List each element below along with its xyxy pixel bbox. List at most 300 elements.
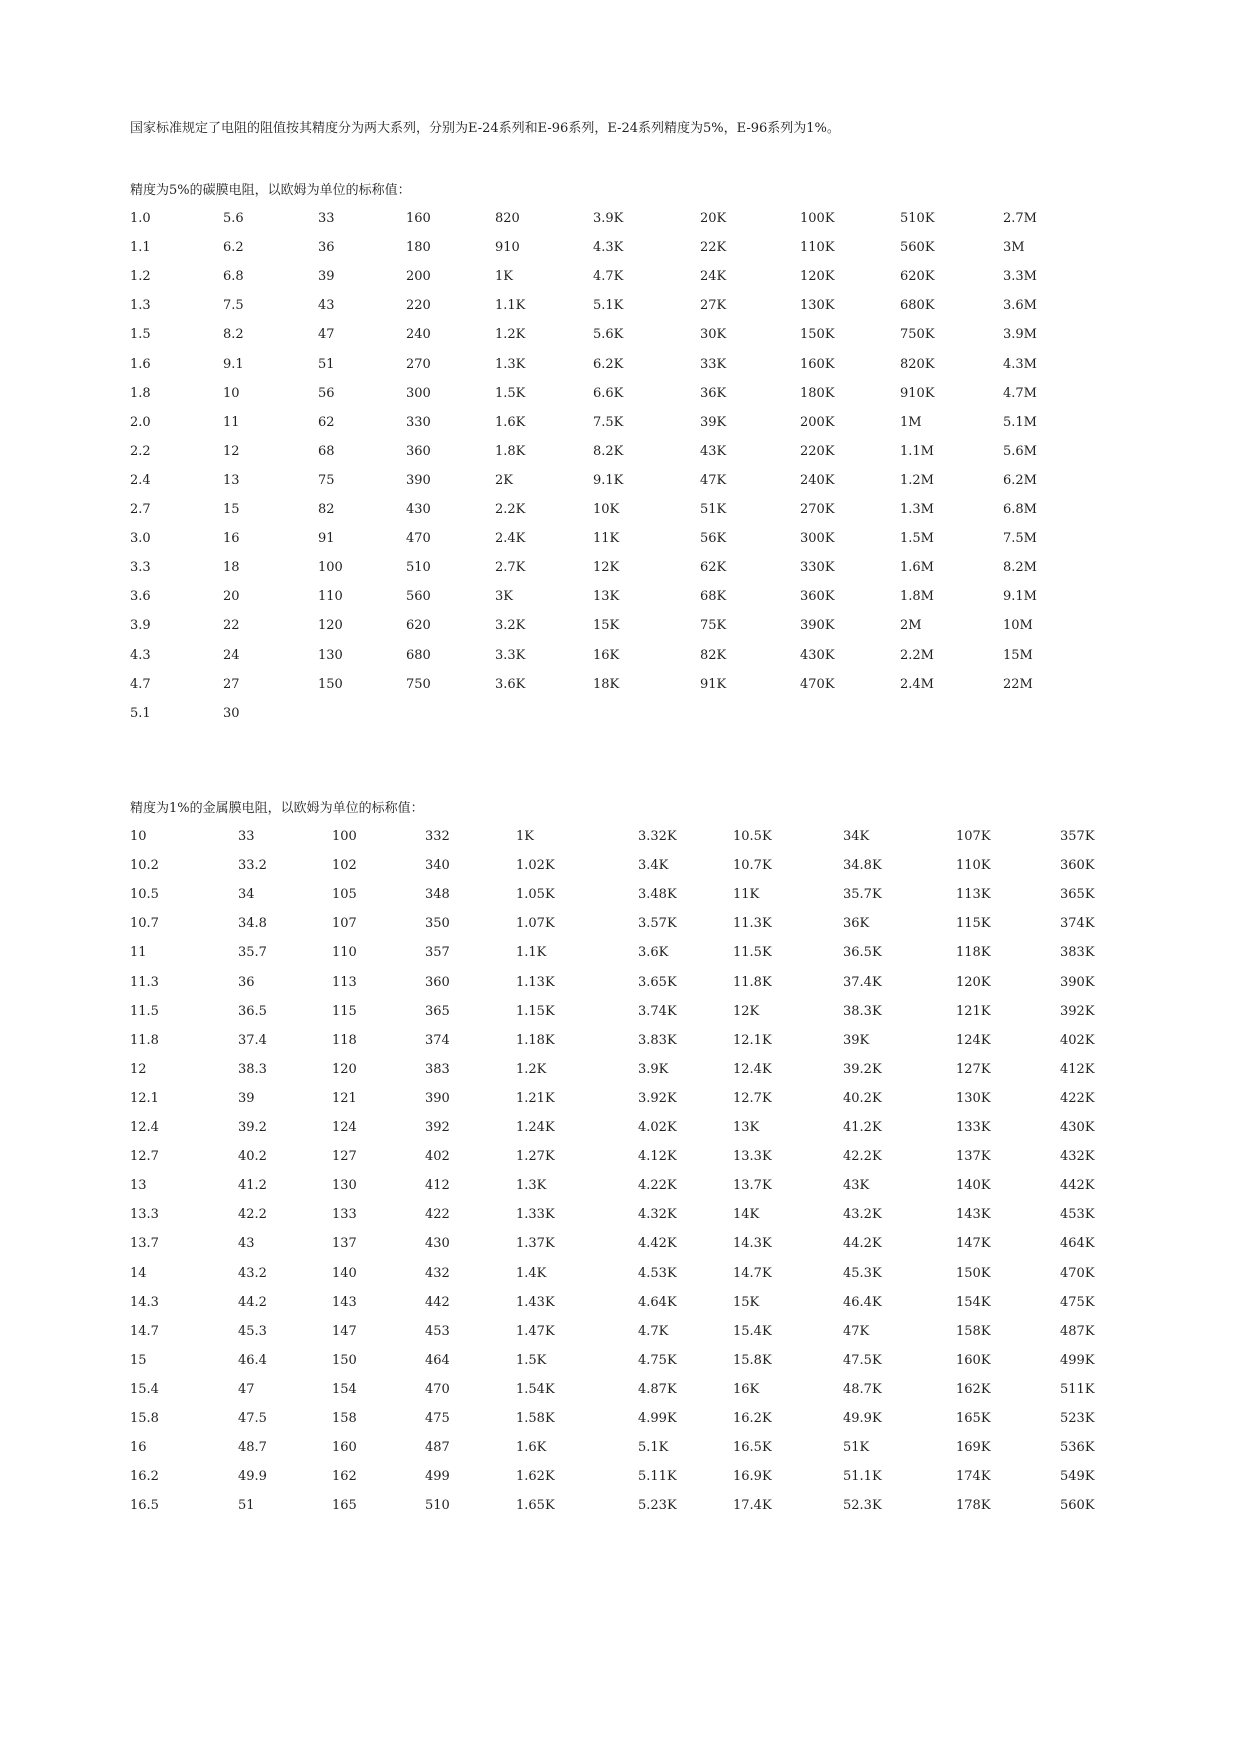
e24-cell: 360 [406, 443, 431, 459]
e96-cell: 1.62K [516, 1469, 555, 1485]
e24-cell: 330 [406, 414, 431, 430]
e24-cell: 27K [700, 298, 727, 314]
e96-row [0, 1295, 1241, 1315]
e24-cell: 150 [318, 676, 343, 692]
e96-cell: 48.7K [843, 1381, 882, 1397]
e96-cell: 430 [425, 1236, 450, 1252]
e96-cell: 16K [733, 1381, 760, 1397]
e96-cell: 39.2K [843, 1061, 882, 1077]
e96-cell: 523K [1060, 1411, 1095, 1426]
e96-cell: 47.5 [238, 1411, 267, 1426]
e96-cell: 12.7K [733, 1090, 772, 1106]
e24-cell: 4.7K [593, 269, 624, 285]
e96-cell: 1.33K [516, 1207, 555, 1223]
e24-cell: 1.1M [900, 443, 934, 459]
e96-cell: 4.87K [638, 1381, 677, 1397]
e96-row [0, 1324, 1241, 1344]
e24-cell: 470 [406, 531, 431, 547]
e24-cell: 20 [223, 589, 240, 605]
e24-cell: 8.2M [1003, 560, 1037, 576]
e96-cell: 113K [956, 887, 991, 903]
e24-cell: 22K [700, 240, 727, 256]
e96-cell: 350 [425, 916, 450, 932]
e96-heading: 精度为1%的金属膜电阻，以欧姆为单位的标称值： [130, 801, 424, 816]
e24-cell: 3.6 [130, 589, 151, 605]
e96-cell: 3.48K [638, 887, 677, 903]
e96-cell: 392 [425, 1120, 450, 1135]
e96-cell: 4.42K [638, 1236, 677, 1252]
e24-cell: 43 [318, 298, 335, 314]
e24-cell: 10K [593, 502, 620, 517]
e24-cell: 1.8 [130, 385, 151, 401]
e24-cell: 30 [223, 705, 240, 721]
e96-cell: 1.5K [516, 1352, 547, 1368]
e24-cell: 330K [800, 560, 835, 576]
e96-cell: 42.2 [238, 1207, 267, 1223]
e96-cell: 499 [425, 1469, 450, 1485]
e96-cell: 1.21K [516, 1090, 555, 1106]
e96-cell: 14.3K [733, 1236, 772, 1252]
e96-cell: 1.4K [516, 1265, 547, 1281]
e24-cell: 36 [318, 240, 335, 256]
e96-cell: 174K [956, 1469, 991, 1485]
e96-cell: 4.7K [638, 1323, 669, 1339]
e24-cell: 2.4K [495, 531, 526, 547]
e96-row [0, 916, 1241, 936]
e96-cell: 43.2 [238, 1265, 267, 1281]
e96-cell: 453K [1060, 1207, 1095, 1223]
e96-cell: 137 [332, 1236, 357, 1252]
e96-cell: 348 [425, 887, 450, 903]
e96-cell: 120 [332, 1061, 357, 1077]
e24-cell: 6.8M [1003, 502, 1037, 517]
e24-cell: 2K [495, 472, 513, 488]
e96-cell: 121K [956, 1003, 991, 1019]
e96-cell: 365K [1060, 887, 1095, 903]
e24-cell: 120 [318, 618, 343, 634]
e96-cell: 130 [332, 1178, 357, 1194]
e96-row [0, 1207, 1241, 1227]
e24-cell: 1.2K [495, 327, 526, 343]
e24-cell: 18 [223, 560, 240, 576]
e24-cell: 620 [406, 618, 431, 634]
e24-cell: 13 [223, 472, 240, 488]
e24-cell: 62 [318, 414, 335, 430]
e96-cell: 120K [956, 974, 991, 990]
e96-cell: 340 [425, 858, 450, 874]
e96-cell: 39 [238, 1090, 255, 1106]
e24-row [0, 298, 1241, 318]
e96-row [0, 945, 1241, 965]
e24-cell: 51 [318, 356, 335, 372]
e96-cell: 150K [956, 1265, 991, 1281]
e24-cell: 3.6K [495, 676, 526, 692]
e96-row [0, 829, 1241, 849]
e96-cell: 158K [956, 1323, 991, 1339]
e96-cell: 10.5K [733, 829, 772, 844]
e96-row [0, 1382, 1241, 1402]
e24-cell: 560 [406, 589, 431, 605]
e24-cell: 160K [800, 356, 835, 372]
e96-cell: 1.15K [516, 1003, 555, 1019]
e24-cell: 3.6M [1003, 298, 1037, 314]
e96-cell: 383K [1060, 945, 1095, 961]
e24-cell: 12 [223, 443, 240, 459]
e96-cell: 1K [516, 829, 534, 844]
e24-cell: 6.2M [1003, 472, 1037, 488]
e96-cell: 3.32K [638, 829, 677, 844]
e24-cell: 22M [1003, 676, 1033, 692]
e96-cell: 16.2 [130, 1469, 159, 1485]
e24-cell: 13K [593, 589, 620, 605]
e96-cell: 464K [1060, 1236, 1095, 1252]
e24-cell: 5.1 [130, 705, 151, 721]
e96-cell: 105 [332, 887, 357, 903]
e96-cell: 33.2 [238, 858, 267, 874]
e96-cell: 1.43K [516, 1294, 555, 1310]
e96-row [0, 1236, 1241, 1256]
e96-cell: 110 [332, 945, 357, 961]
e96-cell: 1.13K [516, 974, 555, 990]
e24-cell: 2.7K [495, 560, 526, 576]
e24-cell: 100K [800, 211, 835, 226]
e24-cell: 4.7 [130, 676, 151, 692]
e96-cell: 402 [425, 1149, 450, 1165]
e24-cell: 3.3M [1003, 269, 1037, 285]
e96-cell: 3.83K [638, 1032, 677, 1048]
e96-cell: 357 [425, 945, 450, 961]
e96-cell: 11.8 [130, 1032, 159, 1048]
e96-cell: 374 [425, 1032, 450, 1048]
e96-cell: 11 [130, 945, 147, 961]
e24-cell: 2.7 [130, 502, 151, 517]
e24-cell: 1.8M [900, 589, 934, 605]
e96-cell: 422 [425, 1207, 450, 1223]
e96-cell: 34.8K [843, 858, 882, 874]
e96-cell: 34.8 [238, 916, 267, 932]
e24-cell: 68K [700, 589, 727, 605]
e96-cell: 549K [1060, 1469, 1095, 1485]
e96-cell: 365 [425, 1003, 450, 1019]
e96-cell: 40.2K [843, 1090, 882, 1106]
e96-cell: 13K [733, 1120, 760, 1135]
e96-cell: 12.4 [130, 1120, 159, 1135]
e96-cell: 3.6K [638, 945, 669, 961]
e96-cell: 15.8K [733, 1352, 772, 1368]
e96-cell: 165 [332, 1498, 357, 1514]
e24-cell: 24 [223, 647, 240, 663]
e24-cell: 220 [406, 298, 431, 314]
e24-row [0, 618, 1241, 638]
e96-cell: 48.7 [238, 1440, 267, 1456]
e96-cell: 10.7K [733, 858, 772, 874]
e24-cell: 360K [800, 589, 835, 605]
e96-cell: 38.3 [238, 1061, 267, 1077]
e96-cell: 1.24K [516, 1120, 555, 1135]
e24-cell: 6.8 [223, 269, 244, 285]
e24-row [0, 502, 1241, 522]
e96-cell: 12.4K [733, 1061, 772, 1077]
e96-cell: 13 [130, 1178, 147, 1194]
e96-cell: 1.6K [516, 1440, 547, 1456]
e96-cell: 1.07K [516, 916, 555, 932]
e96-cell: 442K [1060, 1178, 1095, 1194]
e24-cell: 62K [700, 560, 727, 576]
e24-cell: 7.5K [593, 414, 624, 430]
e24-cell: 6.2 [223, 240, 244, 256]
e96-cell: 127 [332, 1149, 357, 1165]
e96-cell: 37.4K [843, 974, 882, 990]
e24-cell: 1K [495, 269, 513, 285]
e24-cell: 3.2K [495, 618, 526, 634]
e96-cell: 12K [733, 1003, 760, 1019]
e24-cell: 1.5 [130, 327, 151, 343]
e96-cell: 1.02K [516, 858, 555, 874]
e24-cell: 43K [700, 443, 727, 459]
e96-cell: 430K [1060, 1120, 1095, 1135]
e96-cell: 4.53K [638, 1265, 677, 1281]
e96-cell: 4.64K [638, 1294, 677, 1310]
e24-cell: 390K [800, 618, 835, 634]
e96-cell: 4.22K [638, 1178, 677, 1194]
e24-cell: 11K [593, 531, 620, 547]
e24-cell: 36K [700, 385, 727, 401]
e24-cell: 68 [318, 443, 335, 459]
e96-cell: 11.5 [130, 1003, 159, 1019]
e96-row [0, 858, 1241, 878]
e24-cell: 910 [495, 240, 520, 256]
e96-cell: 453 [425, 1323, 450, 1339]
e96-cell: 133 [332, 1207, 357, 1223]
e96-cell: 1.05K [516, 887, 555, 903]
e96-cell: 10.5 [130, 887, 159, 903]
e24-cell: 1.5M [900, 531, 934, 547]
e96-cell: 12.7 [130, 1149, 159, 1165]
e96-cell: 432 [425, 1265, 450, 1281]
e24-cell: 510 [406, 560, 431, 576]
e24-cell: 300K [800, 531, 835, 547]
e96-cell: 107K [956, 829, 991, 844]
e24-row [0, 386, 1241, 406]
e96-cell: 422K [1060, 1090, 1095, 1106]
e96-cell: 162K [956, 1381, 991, 1397]
e96-cell: 51 [238, 1498, 255, 1514]
e96-cell: 102 [332, 858, 357, 874]
e24-cell: 91 [318, 531, 335, 547]
e96-cell: 14.3 [130, 1294, 159, 1310]
e96-cell: 16.5K [733, 1440, 772, 1456]
e96-cell: 487 [425, 1440, 450, 1456]
e96-cell: 13.7K [733, 1178, 772, 1194]
e24-cell: 240K [800, 472, 835, 488]
e24-cell: 130K [800, 298, 835, 314]
e96-cell: 15.4 [130, 1381, 159, 1397]
e96-cell: 34K [843, 829, 870, 844]
e96-cell: 178K [956, 1498, 991, 1514]
e24-cell: 270 [406, 356, 431, 372]
e24-cell: 7.5 [223, 298, 244, 314]
e96-cell: 36K [843, 916, 870, 932]
e24-cell: 2.2K [495, 502, 526, 517]
e96-row [0, 1469, 1241, 1489]
e96-cell: 1.47K [516, 1323, 555, 1339]
e96-cell: 16.9K [733, 1469, 772, 1485]
e96-cell: 36.5K [843, 945, 882, 961]
e24-cell: 5.6 [223, 211, 244, 226]
e24-cell: 82K [700, 647, 727, 663]
e96-row [0, 1149, 1241, 1169]
e96-cell: 169K [956, 1440, 991, 1456]
e24-cell: 1.0 [130, 211, 151, 226]
e96-cell: 470 [425, 1381, 450, 1397]
e24-cell: 2M [900, 618, 922, 634]
e24-cell: 16K [593, 647, 620, 663]
e96-cell: 52.3K [843, 1498, 882, 1514]
e24-cell: 910K [900, 385, 935, 401]
e24-row [0, 589, 1241, 609]
e96-cell: 45.3 [238, 1323, 267, 1339]
e24-cell: 1.5K [495, 385, 526, 401]
e24-cell: 15K [593, 618, 620, 634]
e96-cell: 5.11K [638, 1469, 677, 1485]
e96-row [0, 1266, 1241, 1286]
e96-cell: 37.4 [238, 1032, 267, 1048]
e24-cell: 30K [700, 327, 727, 343]
e96-cell: 16.2K [733, 1411, 772, 1426]
e24-cell: 47 [318, 327, 335, 343]
e96-cell: 464 [425, 1352, 450, 1368]
e24-cell: 47K [700, 472, 727, 488]
e96-cell: 143K [956, 1207, 991, 1223]
e24-cell: 1.3K [495, 356, 526, 372]
e24-cell: 15M [1003, 647, 1033, 663]
e96-cell: 100 [332, 829, 357, 844]
e96-cell: 36.5 [238, 1003, 267, 1019]
e24-cell: 160 [406, 211, 431, 226]
e96-cell: 10 [130, 829, 147, 844]
e96-cell: 143 [332, 1294, 357, 1310]
e24-cell: 4.7M [1003, 385, 1037, 401]
e96-cell: 4.99K [638, 1411, 677, 1426]
e96-cell: 536K [1060, 1440, 1095, 1456]
e96-cell: 49.9 [238, 1469, 267, 1485]
e96-cell: 47.5K [843, 1352, 882, 1368]
e96-cell: 442 [425, 1294, 450, 1310]
e24-cell: 1.6M [900, 560, 934, 576]
e96-cell: 115K [956, 916, 991, 932]
e96-cell: 38.3K [843, 1003, 882, 1019]
e96-cell: 1.2K [516, 1061, 547, 1077]
e24-cell: 39K [700, 414, 727, 430]
e96-cell: 3.9K [638, 1061, 669, 1077]
e24-cell: 100 [318, 560, 343, 576]
e96-cell: 5.1K [638, 1440, 669, 1456]
e96-cell: 4.02K [638, 1120, 677, 1135]
e96-cell: 11.8K [733, 974, 772, 990]
e96-cell: 1.54K [516, 1381, 555, 1397]
e96-row [0, 1033, 1241, 1053]
e24-cell: 180K [800, 385, 835, 401]
e96-row [0, 1498, 1241, 1518]
e24-row [0, 677, 1241, 697]
e96-cell: 44.2K [843, 1236, 882, 1252]
e24-row [0, 327, 1241, 347]
e24-cell: 6.6K [593, 385, 624, 401]
e96-cell: 470K [1060, 1265, 1095, 1281]
e96-cell: 34 [238, 887, 255, 903]
e96-cell: 118K [956, 945, 991, 961]
e96-cell: 487K [1060, 1323, 1095, 1339]
e24-cell: 2.0 [130, 414, 151, 430]
e24-cell: 120K [800, 269, 835, 285]
e24-cell: 1.6K [495, 414, 526, 430]
e24-cell: 220K [800, 443, 835, 459]
e96-cell: 49.9K [843, 1411, 882, 1426]
e24-cell: 1.6 [130, 356, 151, 372]
e24-cell: 4.3K [593, 240, 624, 256]
e24-cell: 5.1K [593, 298, 624, 314]
e24-cell: 2.2 [130, 443, 151, 459]
e96-cell: 115 [332, 1003, 357, 1019]
e96-cell: 390K [1060, 974, 1095, 990]
e96-cell: 1.18K [516, 1032, 555, 1048]
e24-cell: 7.5M [1003, 531, 1037, 547]
e24-cell: 75 [318, 472, 335, 488]
e96-cell: 124K [956, 1032, 991, 1048]
e96-cell: 12 [130, 1061, 147, 1077]
e96-cell: 1.65K [516, 1498, 555, 1514]
e96-cell: 147K [956, 1236, 991, 1252]
e96-cell: 10.2 [130, 858, 159, 874]
e96-cell: 560K [1060, 1498, 1095, 1514]
e24-cell: 2.7M [1003, 211, 1037, 226]
e24-cell: 510K [900, 211, 935, 226]
e96-row [0, 1091, 1241, 1111]
e96-row [0, 887, 1241, 907]
e24-cell: 12K [593, 560, 620, 576]
e24-cell: 6.2K [593, 356, 624, 372]
e24-cell: 56K [700, 531, 727, 547]
e96-cell: 47 [238, 1381, 255, 1397]
e24-row [0, 269, 1241, 289]
e96-cell: 3.74K [638, 1003, 677, 1019]
e96-cell: 412 [425, 1178, 450, 1194]
e96-cell: 4.75K [638, 1352, 677, 1368]
e96-cell: 392K [1060, 1003, 1095, 1019]
e24-cell: 18K [593, 676, 620, 692]
e96-cell: 14 [130, 1265, 147, 1281]
e24-row [0, 531, 1241, 551]
e24-row [0, 560, 1241, 580]
e24-row [0, 211, 1241, 231]
e24-row [0, 357, 1241, 377]
e24-cell: 10 [223, 385, 240, 401]
e96-cell: 14.7K [733, 1265, 772, 1281]
e24-cell: 620K [900, 269, 935, 285]
e24-cell: 680K [900, 298, 935, 314]
e24-cell: 750K [900, 327, 935, 343]
e24-cell: 130 [318, 647, 343, 663]
e24-cell: 3.3K [495, 647, 526, 663]
e96-cell: 475K [1060, 1294, 1095, 1310]
e24-cell: 470K [800, 676, 835, 692]
e24-heading: 精度为5%的碳膜电阻，以欧姆为单位的标称值： [130, 183, 411, 198]
e96-cell: 11K [733, 887, 760, 903]
e96-cell: 3.57K [638, 916, 677, 932]
e96-cell: 383 [425, 1061, 450, 1077]
e96-cell: 51K [843, 1440, 870, 1456]
e24-cell: 240 [406, 327, 431, 343]
